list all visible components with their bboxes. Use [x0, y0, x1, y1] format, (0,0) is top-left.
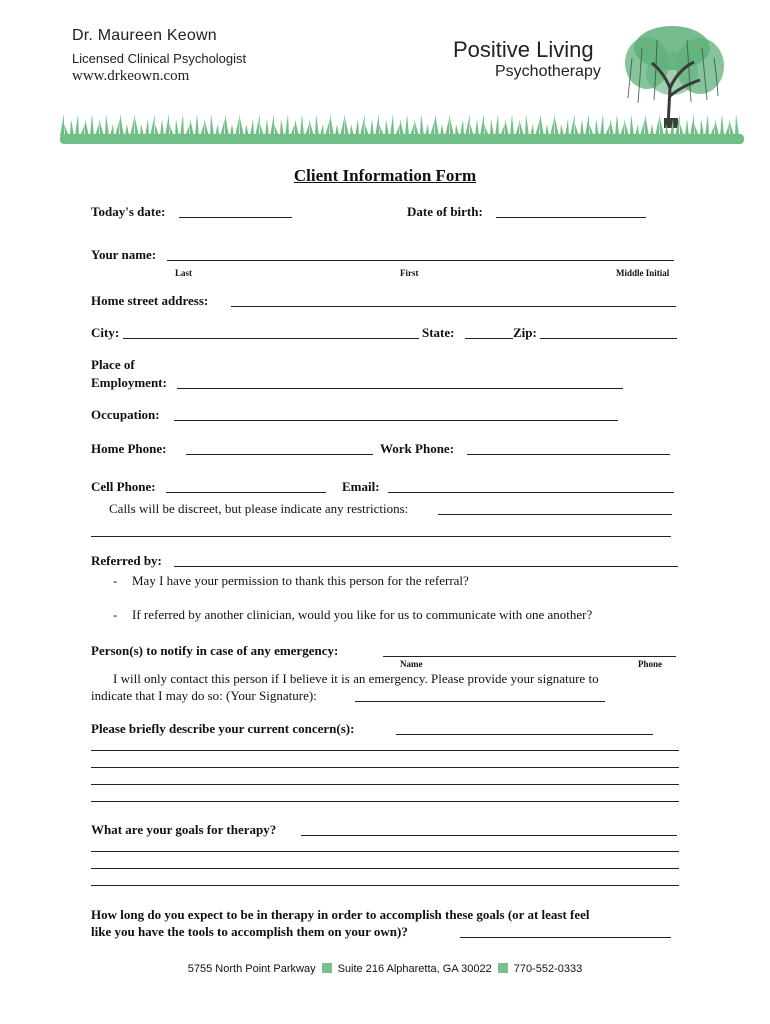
- place-of-label: Place of: [91, 357, 135, 372]
- your-name-field[interactable]: [167, 260, 674, 261]
- practitioner-title: Licensed Clinical Psychologist: [72, 51, 247, 66]
- cell-phone-field[interactable]: [166, 492, 326, 493]
- zip-field[interactable]: [540, 338, 677, 339]
- concerns-field-line[interactable]: [91, 801, 679, 802]
- occupation-field[interactable]: [174, 420, 618, 421]
- email-label: Email:: [342, 479, 380, 494]
- footer-contact: [0, 963, 770, 975]
- zip-label: Zip:: [513, 325, 537, 340]
- bullet-dash: -: [113, 573, 118, 588]
- your-name-label: Your name:: [91, 247, 157, 262]
- therapy-duration-question-line1: How long do you expect to be in therapy in order to accomplish these goals (or at least feel: [91, 907, 590, 922]
- goals-field-line[interactable]: [91, 851, 679, 852]
- emergency-note-line2: indicate that I may do so: (Your Signature):: [91, 688, 317, 703]
- therapy-duration-question-line2: like you have the tools to accomplish them on your own)?: [91, 924, 408, 939]
- referred-by-label: Referred by:: [91, 553, 162, 568]
- therapy-goals-label: What are your goals for therapy?: [91, 822, 277, 837]
- emergency-contact-label: Person(s) to notify in case of any emergency:: [91, 643, 339, 658]
- email-field[interactable]: [388, 492, 674, 493]
- call-restrictions-field-2[interactable]: [91, 536, 671, 537]
- emergency-note-line1: I will only contact this person if I believe it is an emergency. Please provide your signature to: [113, 671, 599, 686]
- call-restrictions-field[interactable]: [438, 514, 672, 515]
- footer-address: 5755 North Point Parkway: [187, 963, 316, 975]
- concerns-field-line[interactable]: [91, 750, 679, 751]
- home-phone-label: Home Phone:: [91, 441, 167, 456]
- name-middle-caption: Middle Initial: [616, 268, 670, 278]
- signature-field[interactable]: [355, 701, 605, 702]
- date-of-birth-label: Date of birth:: [407, 204, 483, 219]
- city-label: City:: [91, 325, 120, 340]
- therapy-duration-field[interactable]: [460, 937, 671, 938]
- footer-phone: 770-552-0333: [513, 963, 583, 975]
- grass-banner: [60, 112, 744, 144]
- referred-by-field[interactable]: [174, 566, 678, 567]
- clinician-communication-question: If referred by another clinician, would you like for us to communicate with one another?: [132, 607, 593, 622]
- work-phone-label: Work Phone:: [380, 441, 455, 456]
- website-link[interactable]: www.drkeown.com: [72, 68, 190, 84]
- concerns-field-line[interactable]: [91, 784, 679, 785]
- logo-text-secondary: Psychotherapy: [495, 63, 601, 80]
- todays-date-label: Today's date:: [91, 204, 166, 219]
- form-title: Client Information Form: [293, 166, 477, 185]
- bullet-dash: -: [113, 607, 118, 622]
- state-label: State:: [422, 325, 455, 340]
- practitioner-name: Dr. Maureen Keown: [72, 27, 217, 44]
- name-first-caption: First: [400, 268, 419, 278]
- city-field[interactable]: [123, 338, 419, 339]
- logo-text-primary: Positive Living: [453, 37, 594, 62]
- goals-field-line[interactable]: [91, 885, 679, 886]
- home-address-label: Home street address:: [91, 293, 209, 308]
- todays-date-field[interactable]: [179, 217, 292, 218]
- goals-field-line[interactable]: [91, 868, 679, 869]
- concerns-field[interactable]: [396, 734, 653, 735]
- work-phone-field[interactable]: [467, 454, 670, 455]
- current-concerns-label: Please briefly describe your current concern(s):: [91, 721, 355, 736]
- referral-permission-question: May I have your permission to thank this person for the referral?: [132, 573, 469, 588]
- concerns-field-line[interactable]: [91, 767, 679, 768]
- occupation-label: Occupation:: [91, 407, 160, 422]
- employment-field[interactable]: [177, 388, 623, 389]
- state-field[interactable]: [465, 338, 513, 339]
- name-last-caption: Last: [175, 268, 193, 278]
- date-of-birth-field[interactable]: [496, 217, 646, 218]
- home-address-field[interactable]: [231, 306, 676, 307]
- employment-label: Employment:: [91, 375, 167, 390]
- home-phone-field[interactable]: [186, 454, 373, 455]
- footer-suite: Suite 216 Alpharetta, GA 30022: [337, 963, 492, 975]
- goals-field[interactable]: [301, 835, 677, 836]
- footer-separator-icon: [322, 963, 332, 973]
- cell-phone-label: Cell Phone:: [91, 479, 156, 494]
- emergency-phone-caption: Phone: [638, 659, 663, 669]
- footer-separator-icon: [498, 963, 508, 973]
- call-restrictions-label: Calls will be discreet, but please indicate any restrictions:: [109, 501, 409, 516]
- emergency-name-caption: Name: [400, 659, 423, 669]
- emergency-contact-field[interactable]: [383, 656, 676, 657]
